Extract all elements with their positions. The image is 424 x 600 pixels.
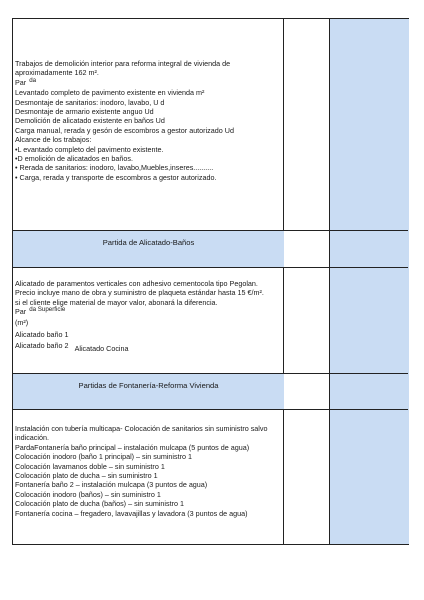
fontaneria-line: indicación. bbox=[15, 433, 49, 443]
demolition-line: Trabajos de demolición interior para reforma integral de vivienda de bbox=[15, 59, 231, 68]
demolition-line: •L evantado completo del pavimento existente. bbox=[15, 144, 164, 154]
alicatado-block bbox=[15, 279, 281, 354]
column-divider bbox=[283, 19, 284, 544]
fontaneria-line: Fontanería cocina – fregadero, lavavajillas y lavadora (3 puntos de agua) bbox=[15, 508, 248, 518]
demolition-line: • Rerada de sanitarios: inodoro, lavabo,Muebles,inseres.......... bbox=[15, 163, 214, 173]
demolition-line: •D emolición de alicatados en baños. bbox=[15, 154, 133, 164]
fontaneria-title: Partidas de Fontanería-Reforma Vivienda bbox=[78, 381, 219, 390]
demolition-line: Levantado completo de pavimento existente en vivienda m² bbox=[15, 88, 205, 98]
fontaneria-line: Colocación plato de ducha – sin suministro 1 bbox=[15, 471, 158, 481]
fontaneria-line: Fontanería baño 2 – instalación mulcapa (3 puntos de agua) bbox=[15, 480, 208, 490]
row-divider bbox=[13, 409, 408, 410]
alicatado-line: si el cliente elige material de mayor valor, abonará la diferencia. bbox=[15, 297, 218, 307]
unit-label: (m²) bbox=[15, 317, 29, 327]
demolition-line: Carga manual, rerada y gesón de escombros a gestor autorizado Ud bbox=[15, 125, 234, 135]
demolition-line: aproximadamente 162 m². bbox=[15, 68, 99, 78]
alicatado-item: Alicatado baño 1 bbox=[15, 330, 69, 340]
fontaneria-line: Colocación inodoro (baños) – sin suministro 1 bbox=[15, 489, 161, 499]
alicatado-line: Precio incluye mano de obra y suministro de plaqueta estándar hasta 15 €/m². bbox=[15, 288, 264, 298]
demolition-line: Desmontaje de sanitarios: inodoro, lavabo, U d bbox=[15, 97, 165, 107]
fontaneria-line: PardaFontanería baño principal – instalación mulcapa (5 puntos de agua) bbox=[15, 442, 250, 452]
price-column bbox=[329, 19, 409, 544]
fontaneria-line: Colocación lavamanos doble – sin suministro 1 bbox=[15, 461, 165, 471]
alicatado-item: Alicatado baño 2 Alicatado Cocina bbox=[15, 341, 129, 354]
demolition-line: • Carga, rerada y transporte de escombros a gestor autorizado. bbox=[15, 172, 217, 182]
demolition-block bbox=[15, 59, 281, 182]
fontaneria-line: Colocación inodoro (baño 1 principal) – sin suministro 1 bbox=[15, 452, 192, 462]
fontaneria-line: Instalación con tubería multicapa- Colocación de sanitarios sin suministro salvo bbox=[15, 424, 268, 433]
demolition-line: Desmontaje de armario existente anguo Ud bbox=[15, 107, 154, 117]
alicatado-line: Alicatado de paramentos verticales con adhesivo cementocola tipo Pegolan. bbox=[15, 279, 258, 288]
budget-table bbox=[12, 18, 409, 545]
fontaneria-block bbox=[15, 424, 281, 518]
demolition-line: Alcance de los trabajos: bbox=[15, 135, 92, 145]
demolition-line: Demolición de alicatado existente en baños Ud bbox=[15, 116, 165, 126]
fontaneria-line: Colocación plato de ducha (baños) – sin suministro 1 bbox=[15, 499, 185, 509]
row-divider bbox=[13, 267, 408, 268]
partida-label: Par da Superficie bbox=[15, 306, 66, 317]
partida-label: Par da bbox=[15, 76, 37, 87]
alicatado-band bbox=[13, 231, 284, 267]
alicatado-title: Partida de Alicatado-Baños bbox=[102, 238, 195, 247]
fontaneria-band bbox=[13, 374, 284, 409]
